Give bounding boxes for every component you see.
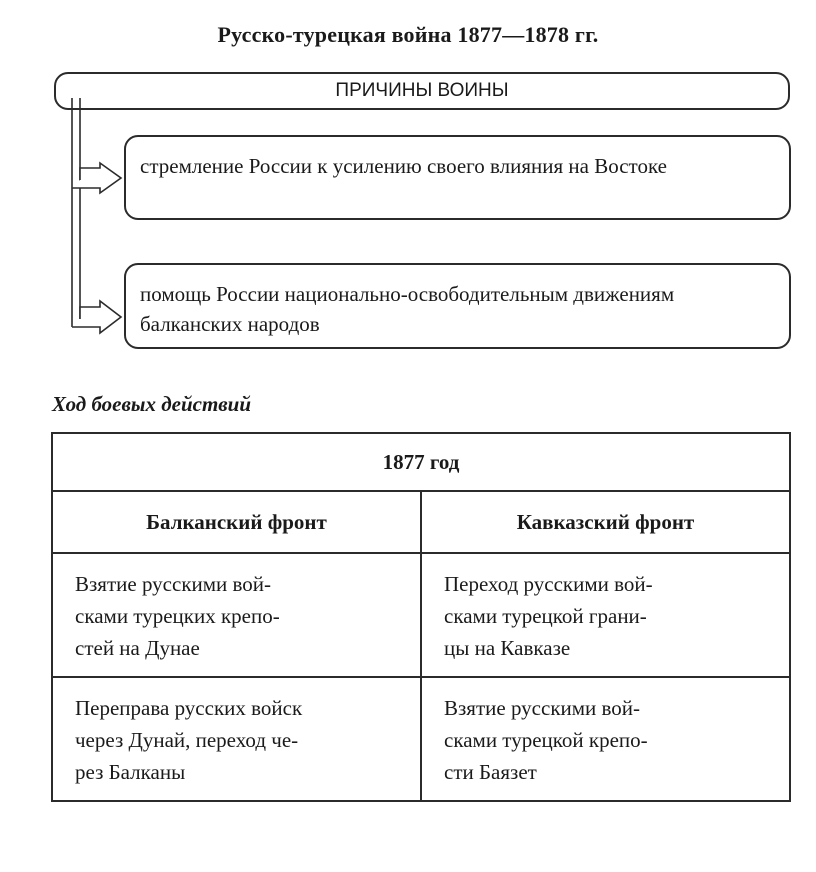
causes-header: ПРИЧИНЫ ВОИНЫ: [54, 72, 790, 110]
table-row-year: [52, 433, 790, 491]
table-cell: Переправа русских войск через Дунай, переход че- рез Балканы: [52, 677, 421, 801]
cause-box-liberation: помощь России национально-освободительным движениям балканских народов: [124, 263, 791, 349]
caucasus-front-header: Кавказский фронт: [421, 491, 790, 553]
cause-box-influence: стремление России к усилению своего влияния на Востоке: [124, 135, 791, 220]
section-heading: Ход боевых действий: [52, 392, 252, 416]
table-cell: Переход русскими вой- сками турецкой грани- цы на Кавказе: [421, 553, 790, 677]
page-title: Русско-турецкая война 1877—1878 гг.: [217, 22, 599, 47]
table-cell: Взятие русскими вой- сками турецких крепо- стей на Дунае: [52, 553, 421, 677]
balkan-front-header: Балканский фронт: [52, 491, 421, 553]
table-row: [52, 677, 790, 801]
table-row: [52, 553, 790, 677]
year-cell: 1877 год: [52, 433, 790, 491]
connector-trunk: [72, 98, 80, 327]
table-row-fronts: [52, 491, 790, 553]
operations-table: [51, 432, 791, 802]
table-cell: Взятие русскими вой- сками турецкой крепо- сти Баязет: [421, 677, 790, 801]
arrow-to-cause-2: [72, 301, 121, 333]
arrow-to-cause-1: [72, 163, 121, 193]
